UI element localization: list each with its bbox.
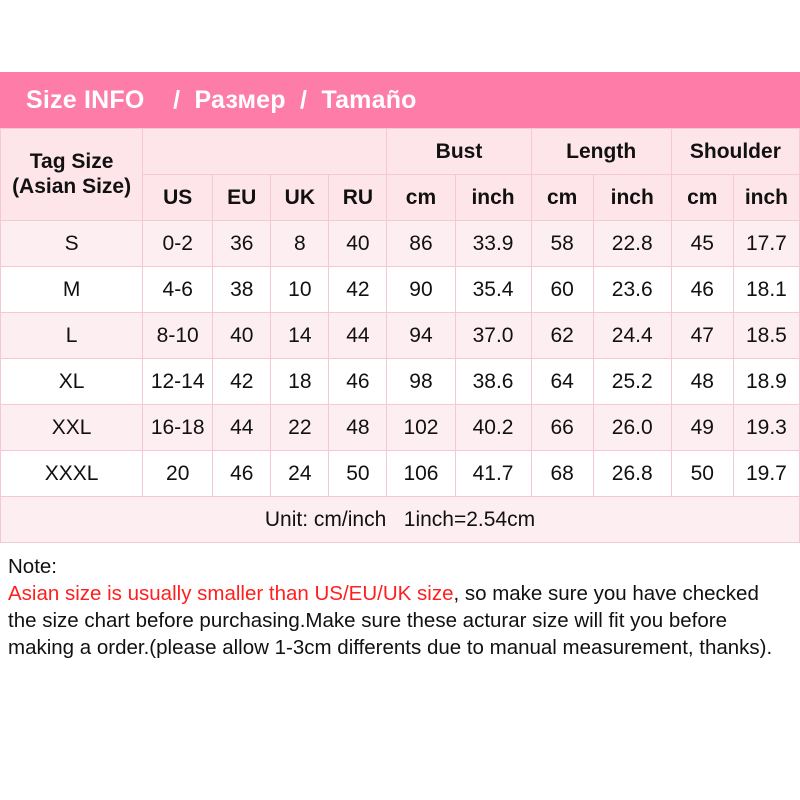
row-ru: 42 xyxy=(329,267,387,313)
row-bust-cm: 90 xyxy=(387,267,455,313)
row-uk: 8 xyxy=(271,221,329,267)
row-shoulder-cm: 48 xyxy=(671,359,733,405)
shoulder-cm-header: cm xyxy=(671,175,733,221)
table-row xyxy=(1,451,800,497)
bust-group-header: Bust xyxy=(387,129,531,175)
table-row xyxy=(1,221,800,267)
bust-cm-header: cm xyxy=(387,175,455,221)
length-cm-header: cm xyxy=(531,175,593,221)
row-us: 4-6 xyxy=(143,267,213,313)
row-shoulder-inch: 18.1 xyxy=(733,267,799,313)
row-bust-cm: 102 xyxy=(387,405,455,451)
length-inch-header: inch xyxy=(593,175,671,221)
row-shoulder-inch: 18.9 xyxy=(733,359,799,405)
row-ru: 50 xyxy=(329,451,387,497)
row-shoulder-cm: 47 xyxy=(671,313,733,359)
shoulder-inch-header: inch xyxy=(733,175,799,221)
tag-size-header: Tag Size (Asian Size) xyxy=(1,129,143,221)
table-group-header-row xyxy=(1,129,800,175)
row-bust-cm: 86 xyxy=(387,221,455,267)
row-shoulder-inch: 19.3 xyxy=(733,405,799,451)
note-block xyxy=(0,543,800,661)
size-chart-table xyxy=(0,128,800,543)
row-length-cm: 60 xyxy=(531,267,593,313)
row-us: 16-18 xyxy=(143,405,213,451)
row-eu: 38 xyxy=(213,267,271,313)
top-whitespace xyxy=(0,0,800,72)
row-tag: M xyxy=(1,267,143,313)
note-paragraph xyxy=(8,580,792,661)
length-group-header: Length xyxy=(531,129,671,175)
size-info-header xyxy=(0,72,800,128)
region-group-spacer xyxy=(143,129,387,175)
table-row xyxy=(1,313,800,359)
row-length-cm: 62 xyxy=(531,313,593,359)
row-us: 12-14 xyxy=(143,359,213,405)
row-uk: 18 xyxy=(271,359,329,405)
row-eu: 44 xyxy=(213,405,271,451)
bust-inch-header: inch xyxy=(455,175,531,221)
shoulder-group-header: Shoulder xyxy=(671,129,799,175)
row-length-cm: 58 xyxy=(531,221,593,267)
row-us: 8-10 xyxy=(143,313,213,359)
row-uk: 24 xyxy=(271,451,329,497)
row-tag: XXXL xyxy=(1,451,143,497)
row-us: 20 xyxy=(143,451,213,497)
row-tag: L xyxy=(1,313,143,359)
row-length-inch: 24.4 xyxy=(593,313,671,359)
row-length-inch: 26.0 xyxy=(593,405,671,451)
uk-header: UK xyxy=(271,175,329,221)
row-ru: 44 xyxy=(329,313,387,359)
row-bust-cm: 98 xyxy=(387,359,455,405)
unit-note: Unit: cm/inch 1inch=2.54cm xyxy=(1,497,800,543)
row-tag: XL xyxy=(1,359,143,405)
row-shoulder-cm: 46 xyxy=(671,267,733,313)
row-bust-inch: 38.6 xyxy=(455,359,531,405)
row-length-cm: 68 xyxy=(531,451,593,497)
unit-note-row xyxy=(1,497,800,543)
row-length-inch: 26.8 xyxy=(593,451,671,497)
row-length-cm: 66 xyxy=(531,405,593,451)
row-uk: 22 xyxy=(271,405,329,451)
row-bust-cm: 106 xyxy=(387,451,455,497)
row-ru: 48 xyxy=(329,405,387,451)
row-length-inch: 23.6 xyxy=(593,267,671,313)
row-shoulder-cm: 45 xyxy=(671,221,733,267)
row-eu: 42 xyxy=(213,359,271,405)
row-eu: 40 xyxy=(213,313,271,359)
row-length-inch: 25.2 xyxy=(593,359,671,405)
page-title: Size INFO / Размер / Tamaño xyxy=(26,85,417,114)
row-shoulder-inch: 17.7 xyxy=(733,221,799,267)
row-us: 0-2 xyxy=(143,221,213,267)
row-eu: 36 xyxy=(213,221,271,267)
table-row xyxy=(1,405,800,451)
row-uk: 14 xyxy=(271,313,329,359)
ru-header: RU xyxy=(329,175,387,221)
row-length-cm: 64 xyxy=(531,359,593,405)
row-ru: 40 xyxy=(329,221,387,267)
row-length-inch: 22.8 xyxy=(593,221,671,267)
row-eu: 46 xyxy=(213,451,271,497)
table-row xyxy=(1,267,800,313)
row-shoulder-cm: 49 xyxy=(671,405,733,451)
row-shoulder-inch: 19.7 xyxy=(733,451,799,497)
row-uk: 10 xyxy=(271,267,329,313)
table-row xyxy=(1,359,800,405)
row-shoulder-inch: 18.5 xyxy=(733,313,799,359)
eu-header: EU xyxy=(213,175,271,221)
row-bust-inch: 37.0 xyxy=(455,313,531,359)
row-bust-cm: 94 xyxy=(387,313,455,359)
note-body-text: , so make sure you have checked the size chart before purchasing.Make sure these acturar size will fit you before making a order.(please allow 1-3cm differents due to manual measurement, thanks). xyxy=(8,582,773,660)
row-tag: S xyxy=(1,221,143,267)
row-bust-inch: 33.9 xyxy=(455,221,531,267)
row-bust-inch: 41.7 xyxy=(455,451,531,497)
us-header: US xyxy=(143,175,213,221)
row-ru: 46 xyxy=(329,359,387,405)
row-bust-inch: 40.2 xyxy=(455,405,531,451)
note-warning-text: Asian size is usually smaller than US/EU/UK size xyxy=(8,582,454,606)
note-label: Note: xyxy=(8,555,57,578)
row-tag: XXL xyxy=(1,405,143,451)
row-bust-inch: 35.4 xyxy=(455,267,531,313)
row-shoulder-cm: 50 xyxy=(671,451,733,497)
